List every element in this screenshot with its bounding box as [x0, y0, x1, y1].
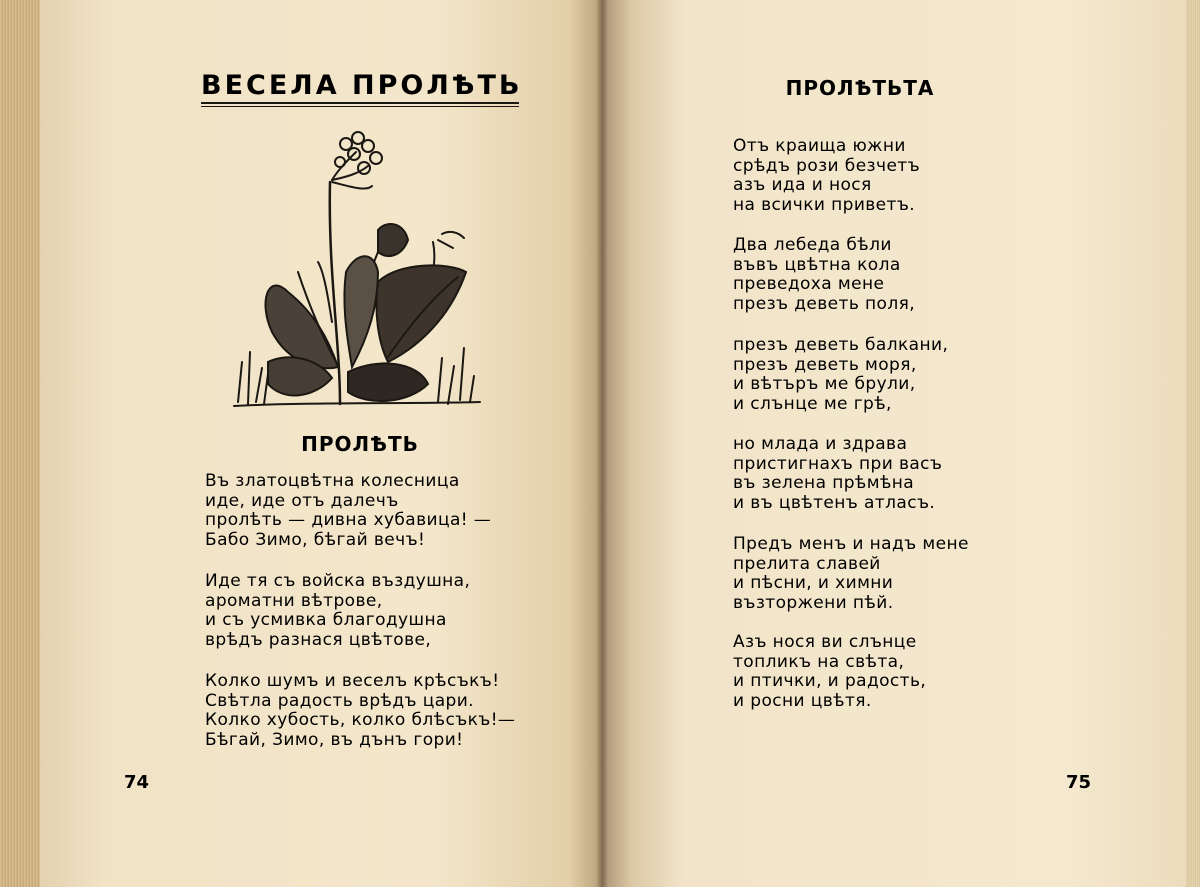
page-number-right: 75 [1066, 772, 1092, 793]
right-stanza-3 [733, 336, 948, 414]
poem-line: срѣдъ рози безчетъ [733, 155, 921, 176]
right-stanza-4 [733, 435, 942, 513]
poem-line: топликъ на свѣта, [733, 651, 905, 672]
poem-line: врѣдъ разнася цвѣтове, [205, 629, 432, 650]
poem-line: и пѣсни, и химни [733, 573, 894, 594]
page-edges-left [0, 0, 40, 887]
poem-line: и росни цвѣтя. [733, 690, 872, 711]
page-edges-right [1186, 0, 1200, 887]
poem-line: Два лебеда бѣли [733, 235, 892, 255]
poem-line: презъ деветь поля, [733, 293, 916, 314]
book-gutter [596, 0, 608, 887]
poem-line: въ зелена прѣмѣна [733, 473, 915, 494]
title-rule-bottom [201, 106, 519, 107]
poem-line: Колко шумъ и веселъ крѣсъкъ! [205, 671, 500, 691]
poem-line: иде, иде отъ далечъ [205, 490, 399, 511]
poem-line: Колко хубость, колко блѣсъкъ!— [205, 710, 516, 731]
right-stanza-1 [733, 137, 920, 215]
poem-title-left: ПРОЛѢТЬ [301, 432, 419, 456]
left-stanza-2 [205, 572, 470, 650]
poem-line: азъ ида и нося [733, 175, 872, 196]
poem-line: Бѣгай, Зимо, въ дънъ гори! [205, 729, 464, 750]
section-title: ВЕСЕЛА ПРОЛѢТЬ [201, 70, 523, 101]
poem-line: Азъ нося ви слънце [733, 632, 917, 652]
poem-line: но млада и здрава [733, 434, 908, 454]
right-stanza-2 [733, 236, 915, 314]
poem-line: прелита славей [733, 553, 881, 574]
right-stanza-6 [733, 633, 926, 711]
poem-line: преведоха мене [733, 274, 885, 295]
poem-line: презъ деветь моря, [733, 354, 917, 375]
page-number-left: 74 [124, 772, 150, 793]
primrose-illustration [228, 122, 488, 412]
poem-line: Въ златоцвѣтна колесница [205, 471, 460, 491]
poem-line: Отъ краища южни [733, 136, 906, 156]
poem-line: Бабо Зимо, бѣгай вечъ! [205, 529, 426, 550]
left-stanza-1 [205, 472, 491, 550]
left-stanza-3 [205, 672, 515, 750]
poem-line: Предъ менъ и надъ мене [733, 534, 969, 554]
poem-line: и съ усмивка благодушна [205, 610, 447, 631]
poem-line: възторжени пѣй. [733, 592, 894, 613]
poem-line: въвъ цвѣтна кола [733, 254, 901, 275]
poem-line: Свѣтла радость врѣдъ цари. [205, 690, 474, 711]
right-stanza-5 [733, 535, 969, 613]
poem-line: презъ деветь балкани, [733, 335, 949, 355]
poem-line: и птички, и радость, [733, 671, 927, 692]
poem-line: Иде тя съ войска въздушна, [205, 571, 471, 591]
poem-line: на всички приветъ. [733, 194, 916, 215]
poem-line: пролѣть — дивна хубавица! — [205, 510, 492, 531]
poem-title-right: ПРОЛѢТЬТА [785, 76, 935, 100]
poem-line: ароматни вѣтрове, [205, 590, 383, 611]
poem-line: и вѣтъръ ме брули, [733, 374, 916, 395]
poem-line: пристигнахъ при васъ [733, 453, 943, 474]
poem-line: и слънце ме грѣ, [733, 393, 892, 414]
poem-line: и въ цвѣтенъ атласъ. [733, 492, 936, 513]
title-rule-top [201, 102, 519, 104]
